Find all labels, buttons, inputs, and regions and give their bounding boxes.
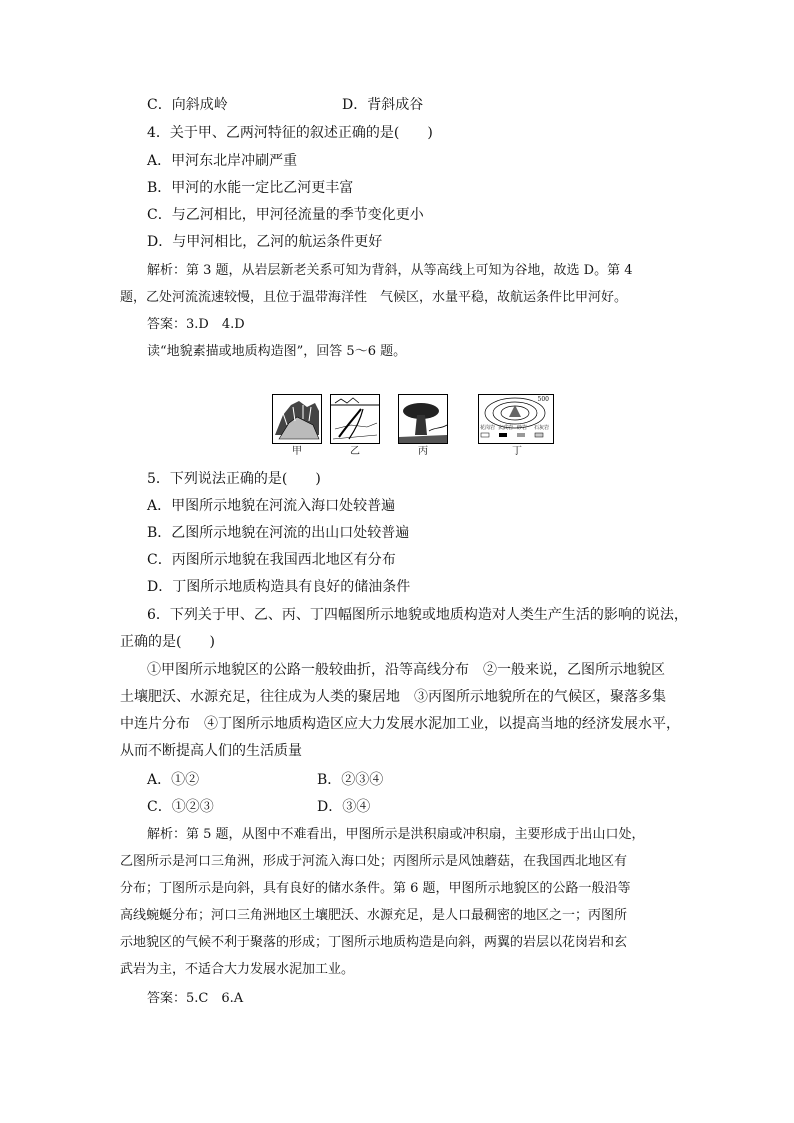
ding-legend-4: 石灰岩 [534, 425, 550, 431]
figure-jia [272, 394, 322, 444]
explanation-2-line1: 解析：第 5 题，从图中不难看出，甲图所示是洪积扇或冲积扇，主要形成于出山口处， [147, 827, 645, 842]
option-3c: C．向斜成岭 [147, 97, 228, 113]
figure-label-yi: 乙 [350, 446, 360, 457]
option-5b: B．乙图所示地貌在河流的出山口处较普遍 [147, 525, 410, 541]
option-3d: D．背斜成谷 [342, 97, 424, 113]
figure-label-bing: 丙 [418, 446, 428, 457]
figure-label-ding: 丁 [512, 446, 522, 457]
answer-2: 答案：5.C 6.A [147, 991, 244, 1006]
explanation-2-line3: 分布；丁图所示是向斜，具有良好的储水条件。第 6 题，甲图所示地貌区的公路一般沿等 [120, 881, 631, 896]
statement-line2: 土壤肥沃、水源充足，往往成为人类的聚居地 ③丙图所示地貌所在的气候区，聚落多集 [120, 689, 666, 705]
figure-bing [398, 394, 448, 444]
option-6a: A．①② [147, 772, 200, 788]
explanation-2-line5: 示地貌区的气候不利于聚落的形成；丁图所示地质构造是向斜，两翼的岩层以花岗岩和玄 [120, 935, 628, 950]
statement-line1: ①甲图所示地貌区的公路一般较曲折，沿等高线分布 ②一般来说，乙图所示地貌区 [147, 662, 665, 678]
ding-legend-1: 花岗岩 [480, 425, 496, 431]
option-6b: B．②③④ [317, 772, 384, 788]
explanation-2-line2: 乙图所示是河口三角洲，形成于河流入海口处；丙图所示是风蚀蘑菇，在我国西北地区有 [120, 854, 628, 869]
explanation-2-line6: 武岩为主，不适合大力发展水泥加工业。 [120, 962, 355, 977]
figure-yi [330, 394, 380, 444]
option-5d: D．丁图所示地质构造具有良好的储油条件 [147, 579, 411, 595]
statement-line3: 中连片分布 ④丁图所示地质构造区应大力发展水泥加工业，以提高当地的经济发展水平， [120, 716, 680, 732]
question-4: 4．关于甲、乙两河特征的叙述正确的是( ) [147, 125, 433, 141]
ding-legend-3: 砂岩 [517, 425, 528, 431]
option-5a: A．甲图所示地貌在河流入海口处较普遍 [147, 498, 396, 514]
ding-legend-2: 玄武岩 [498, 425, 514, 431]
option-6d: D．③④ [317, 799, 371, 815]
ding-contour-label: 500 [537, 396, 549, 403]
question-6-line2: 正确的是( ) [120, 634, 215, 650]
question-6-line1: 6．下列关于甲、乙、丙、丁四幅图所示地貌或地质构造对人类生产生活的影响的说法， [147, 607, 688, 623]
figure-label-jia: 甲 [292, 446, 302, 457]
reading-prompt: 读“地貌素描或地质构造图”，回答 5～6 题。 [147, 344, 407, 359]
figure-ding [478, 394, 554, 444]
answer-1: 答案：3.D 4.D [147, 317, 245, 332]
explanation-2-line4: 高线蜿蜒分布；河口三角洲地区土壤肥沃、水源充足，是人口最稠密的地区之一；丙图所 [120, 908, 628, 923]
statement-line4: 从而不断提高人们的生活质量 [120, 743, 302, 759]
landform-figures [272, 394, 552, 460]
option-6c: C．①②③ [147, 799, 214, 815]
option-5c: C．丙图所示地貌在我国西北地区有分布 [147, 552, 396, 568]
option-4d: D．与甲河相比，乙河的航运条件更好 [147, 234, 383, 250]
option-4b: B．甲河的水能一定比乙河更丰富 [147, 180, 354, 196]
option-4a: A．甲河东北岸冲刷严重 [147, 153, 298, 169]
question-5: 5．下列说法正确的是( ) [147, 471, 321, 487]
explanation-1-line1: 解析：第 3 题，从岩层新老关系可知为背斜，从等高线上可知为谷地，故选 D。第 4 [147, 263, 633, 278]
option-4c: C．与乙河相比，甲河径流量的季节变化更小 [147, 207, 424, 223]
explanation-1-line2: 题，乙处河流流速较慢，且位于温带海洋性 气候区，水量平稳，故航运条件比甲河好。 [120, 290, 628, 305]
